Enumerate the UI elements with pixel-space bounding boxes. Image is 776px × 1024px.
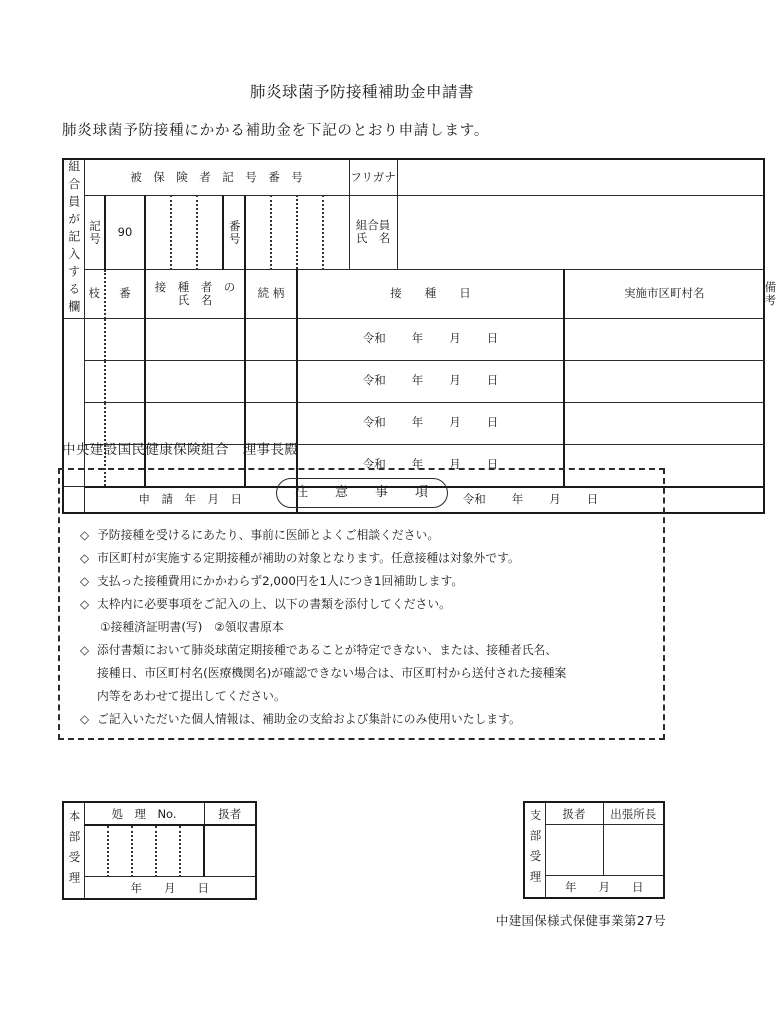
- hq-handler-label: 扱者: [204, 802, 256, 825]
- row-2-year: 年: [411, 373, 424, 388]
- notice-item-6: ご記入いただいた個人情報は、補助金の支給および集計にのみ使用いたします。: [97, 712, 521, 726]
- row-1-day: 日: [486, 331, 499, 346]
- row-3-city[interactable]: [564, 402, 764, 444]
- row-1-date[interactable]: [297, 318, 564, 360]
- diamond-icon: ◇: [80, 712, 90, 726]
- row-2-relation[interactable]: [245, 360, 297, 402]
- row-3-month: 月: [449, 415, 461, 430]
- diamond-icon: ◇: [80, 551, 90, 565]
- furigana-label: フリガナ: [349, 159, 397, 195]
- notice-item-4-attachments: ①接種済証明書(写) ②領収書原本: [100, 620, 284, 634]
- row-2-date[interactable]: [297, 360, 564, 402]
- apply-era: 令和: [462, 491, 486, 506]
- hq-handler-value[interactable]: [204, 825, 256, 877]
- branch-month: 月: [598, 879, 610, 894]
- hq-date-row: [63, 877, 256, 900]
- column-header-eda-1: 枝: [84, 269, 105, 318]
- branch-side-label: 支部受理: [524, 802, 545, 898]
- row-2-eda-2[interactable]: [105, 360, 145, 402]
- column-header-date: 接 種 日: [297, 269, 564, 318]
- insured-number-input-row: [63, 195, 764, 269]
- list-item: [80, 708, 649, 731]
- hq-side-label: 本部受理: [63, 802, 84, 899]
- hq-process-digit-4[interactable]: [156, 825, 180, 877]
- page-title: 肺炎球菌予防接種補助金申請書: [249, 83, 474, 101]
- notice-item-3: 支払った接種費用にかかわらず2,000円を1人につき1回補助します。: [97, 574, 464, 588]
- row-3-date[interactable]: [297, 402, 564, 444]
- notice-box: [58, 468, 665, 740]
- furigana-value[interactable]: [397, 159, 764, 195]
- bangou-digit-2[interactable]: [271, 195, 297, 269]
- headquarters-receipt-box: [62, 801, 257, 900]
- row-4-day: 日: [486, 457, 499, 472]
- row-1-relation[interactable]: [245, 318, 297, 360]
- insured-number-title: 被 保 険 者 記 号 番 号: [84, 159, 349, 195]
- branch-date-row: [524, 876, 664, 899]
- column-header-row: 枝 番 接 種 者 の 氏 名 続 柄 接 種 日 実施市区町村名 備 考: [63, 269, 764, 318]
- hq-process-digit-2[interactable]: [108, 825, 132, 877]
- row-2-day: 日: [486, 373, 499, 388]
- row-1-era: 令和: [362, 331, 386, 346]
- row-1-name[interactable]: [145, 318, 245, 360]
- table-row: [63, 360, 764, 402]
- addressee-line: 中央建設国民健康保険組合 理事長殿: [62, 442, 299, 458]
- notice-list: [80, 524, 649, 731]
- row-4-era: 令和: [362, 457, 386, 472]
- notice-item-5-line-3: 内等をあわせて提出してください。: [97, 689, 286, 703]
- diamond-icon: ◇: [80, 643, 90, 657]
- kigou-digit-1[interactable]: [145, 195, 171, 269]
- branch-date[interactable]: [545, 876, 664, 899]
- list-item: [80, 639, 649, 662]
- bangou-label: 番号: [223, 195, 245, 269]
- row-4-year: 年: [411, 457, 424, 472]
- branch-receipt-box: [523, 801, 665, 899]
- row-2-city[interactable]: [564, 360, 764, 402]
- apply-year: 年: [511, 491, 524, 506]
- hq-month: 月: [164, 880, 176, 895]
- application-main-table: [62, 158, 776, 514]
- hq-date[interactable]: [84, 877, 256, 900]
- side-label-cell-cont: [63, 318, 84, 487]
- column-header-city: 実施市区町村名: [564, 269, 764, 318]
- member-name-value[interactable]: [397, 195, 764, 269]
- branch-handler-label: 扱者: [545, 802, 603, 825]
- row-2-eda-1[interactable]: [84, 360, 105, 402]
- hq-process-digit-1[interactable]: [84, 825, 108, 877]
- notice-item-4: 太枠内に必要事項をご記入の上、以下の書類を添付してください。: [97, 597, 451, 611]
- list-item: [80, 547, 649, 570]
- apply-month: 月: [549, 491, 561, 506]
- branch-header-row: [524, 802, 664, 825]
- table-row: [63, 318, 764, 360]
- bangou-digit-1[interactable]: [245, 195, 271, 269]
- list-item: [80, 524, 649, 547]
- hq-process-digit-3[interactable]: [132, 825, 156, 877]
- row-2-era: 令和: [362, 373, 386, 388]
- notice-title: 注 意 事 項: [276, 478, 448, 508]
- column-header-name: 接 種 者 の 氏 名: [145, 269, 245, 318]
- footer-form-code: 中建国保様式保健事業第27号: [495, 913, 666, 928]
- branch-input-row: [524, 825, 664, 876]
- row-3-era: 令和: [362, 415, 386, 430]
- branch-handler-value[interactable]: [545, 825, 603, 876]
- insured-number-header-row: [63, 159, 764, 195]
- row-1-eda-2[interactable]: [105, 318, 145, 360]
- kigou-label: 記号: [84, 195, 105, 269]
- member-name-label: 組合員 氏 名: [349, 195, 397, 269]
- row-4-month: 月: [449, 457, 461, 472]
- kigou-digit-3[interactable]: [197, 195, 223, 269]
- row-2-month: 月: [449, 373, 461, 388]
- hq-process-no-label: 処 理 No.: [84, 802, 204, 825]
- column-header-eda-2: 番: [105, 269, 145, 318]
- list-item: [80, 593, 649, 616]
- row-3-day: 日: [486, 415, 499, 430]
- apply-date-label: 申 請 年 月 日: [84, 487, 297, 513]
- hq-process-digit-5[interactable]: [180, 825, 204, 877]
- branch-office-chief-value[interactable]: [603, 825, 664, 876]
- row-1-eda-1[interactable]: [84, 318, 105, 360]
- row-1-month: 月: [449, 331, 461, 346]
- bangou-digit-4[interactable]: [323, 195, 349, 269]
- column-header-relation: 続 柄: [245, 269, 297, 318]
- notice-item-5-line-2: 接種日、市区町村名(医療機関名)が確認できない場合は、市区町村から送付された接種案: [97, 666, 567, 680]
- branch-year: 年: [565, 879, 577, 894]
- side-label-text: 組合員が記入する欄: [66, 160, 81, 318]
- notice-item-1: 予防接種を受けるにあたり、事前に医師とよくご相談ください。: [97, 528, 440, 542]
- row-1-city[interactable]: [564, 318, 764, 360]
- row-1-year: 年: [411, 331, 424, 346]
- row-2-name[interactable]: [145, 360, 245, 402]
- notice-item-2: 市区町村が実施する定期接種が補助の対象となります。任意接種は対象外です。: [97, 551, 520, 565]
- kigou-digit-2[interactable]: [171, 195, 197, 269]
- notice-item-5-line-1: 添付書類において肺炎球菌定期接種であることが特定できない、または、接種者氏名、: [97, 643, 558, 657]
- side-label-cell: [63, 159, 84, 318]
- hq-day: 日: [197, 880, 209, 895]
- row-3-year: 年: [411, 415, 424, 430]
- lead-statement: 肺炎球菌予防接種にかかる補助金を下記のとおり申請します。: [62, 123, 490, 139]
- diamond-icon: ◇: [80, 574, 90, 588]
- bangou-digit-3[interactable]: [297, 195, 323, 269]
- diamond-icon: ◇: [80, 528, 90, 542]
- kigou-prefix: 90: [105, 195, 145, 269]
- hq-year: 年: [130, 880, 142, 895]
- hq-input-row: [63, 825, 256, 877]
- branch-office-chief-label: 出張所長: [603, 802, 664, 825]
- branch-day: 日: [632, 879, 644, 894]
- diamond-icon: ◇: [80, 597, 90, 611]
- list-item: [80, 570, 649, 593]
- apply-day: 日: [586, 491, 599, 506]
- hq-header-row: [63, 802, 256, 825]
